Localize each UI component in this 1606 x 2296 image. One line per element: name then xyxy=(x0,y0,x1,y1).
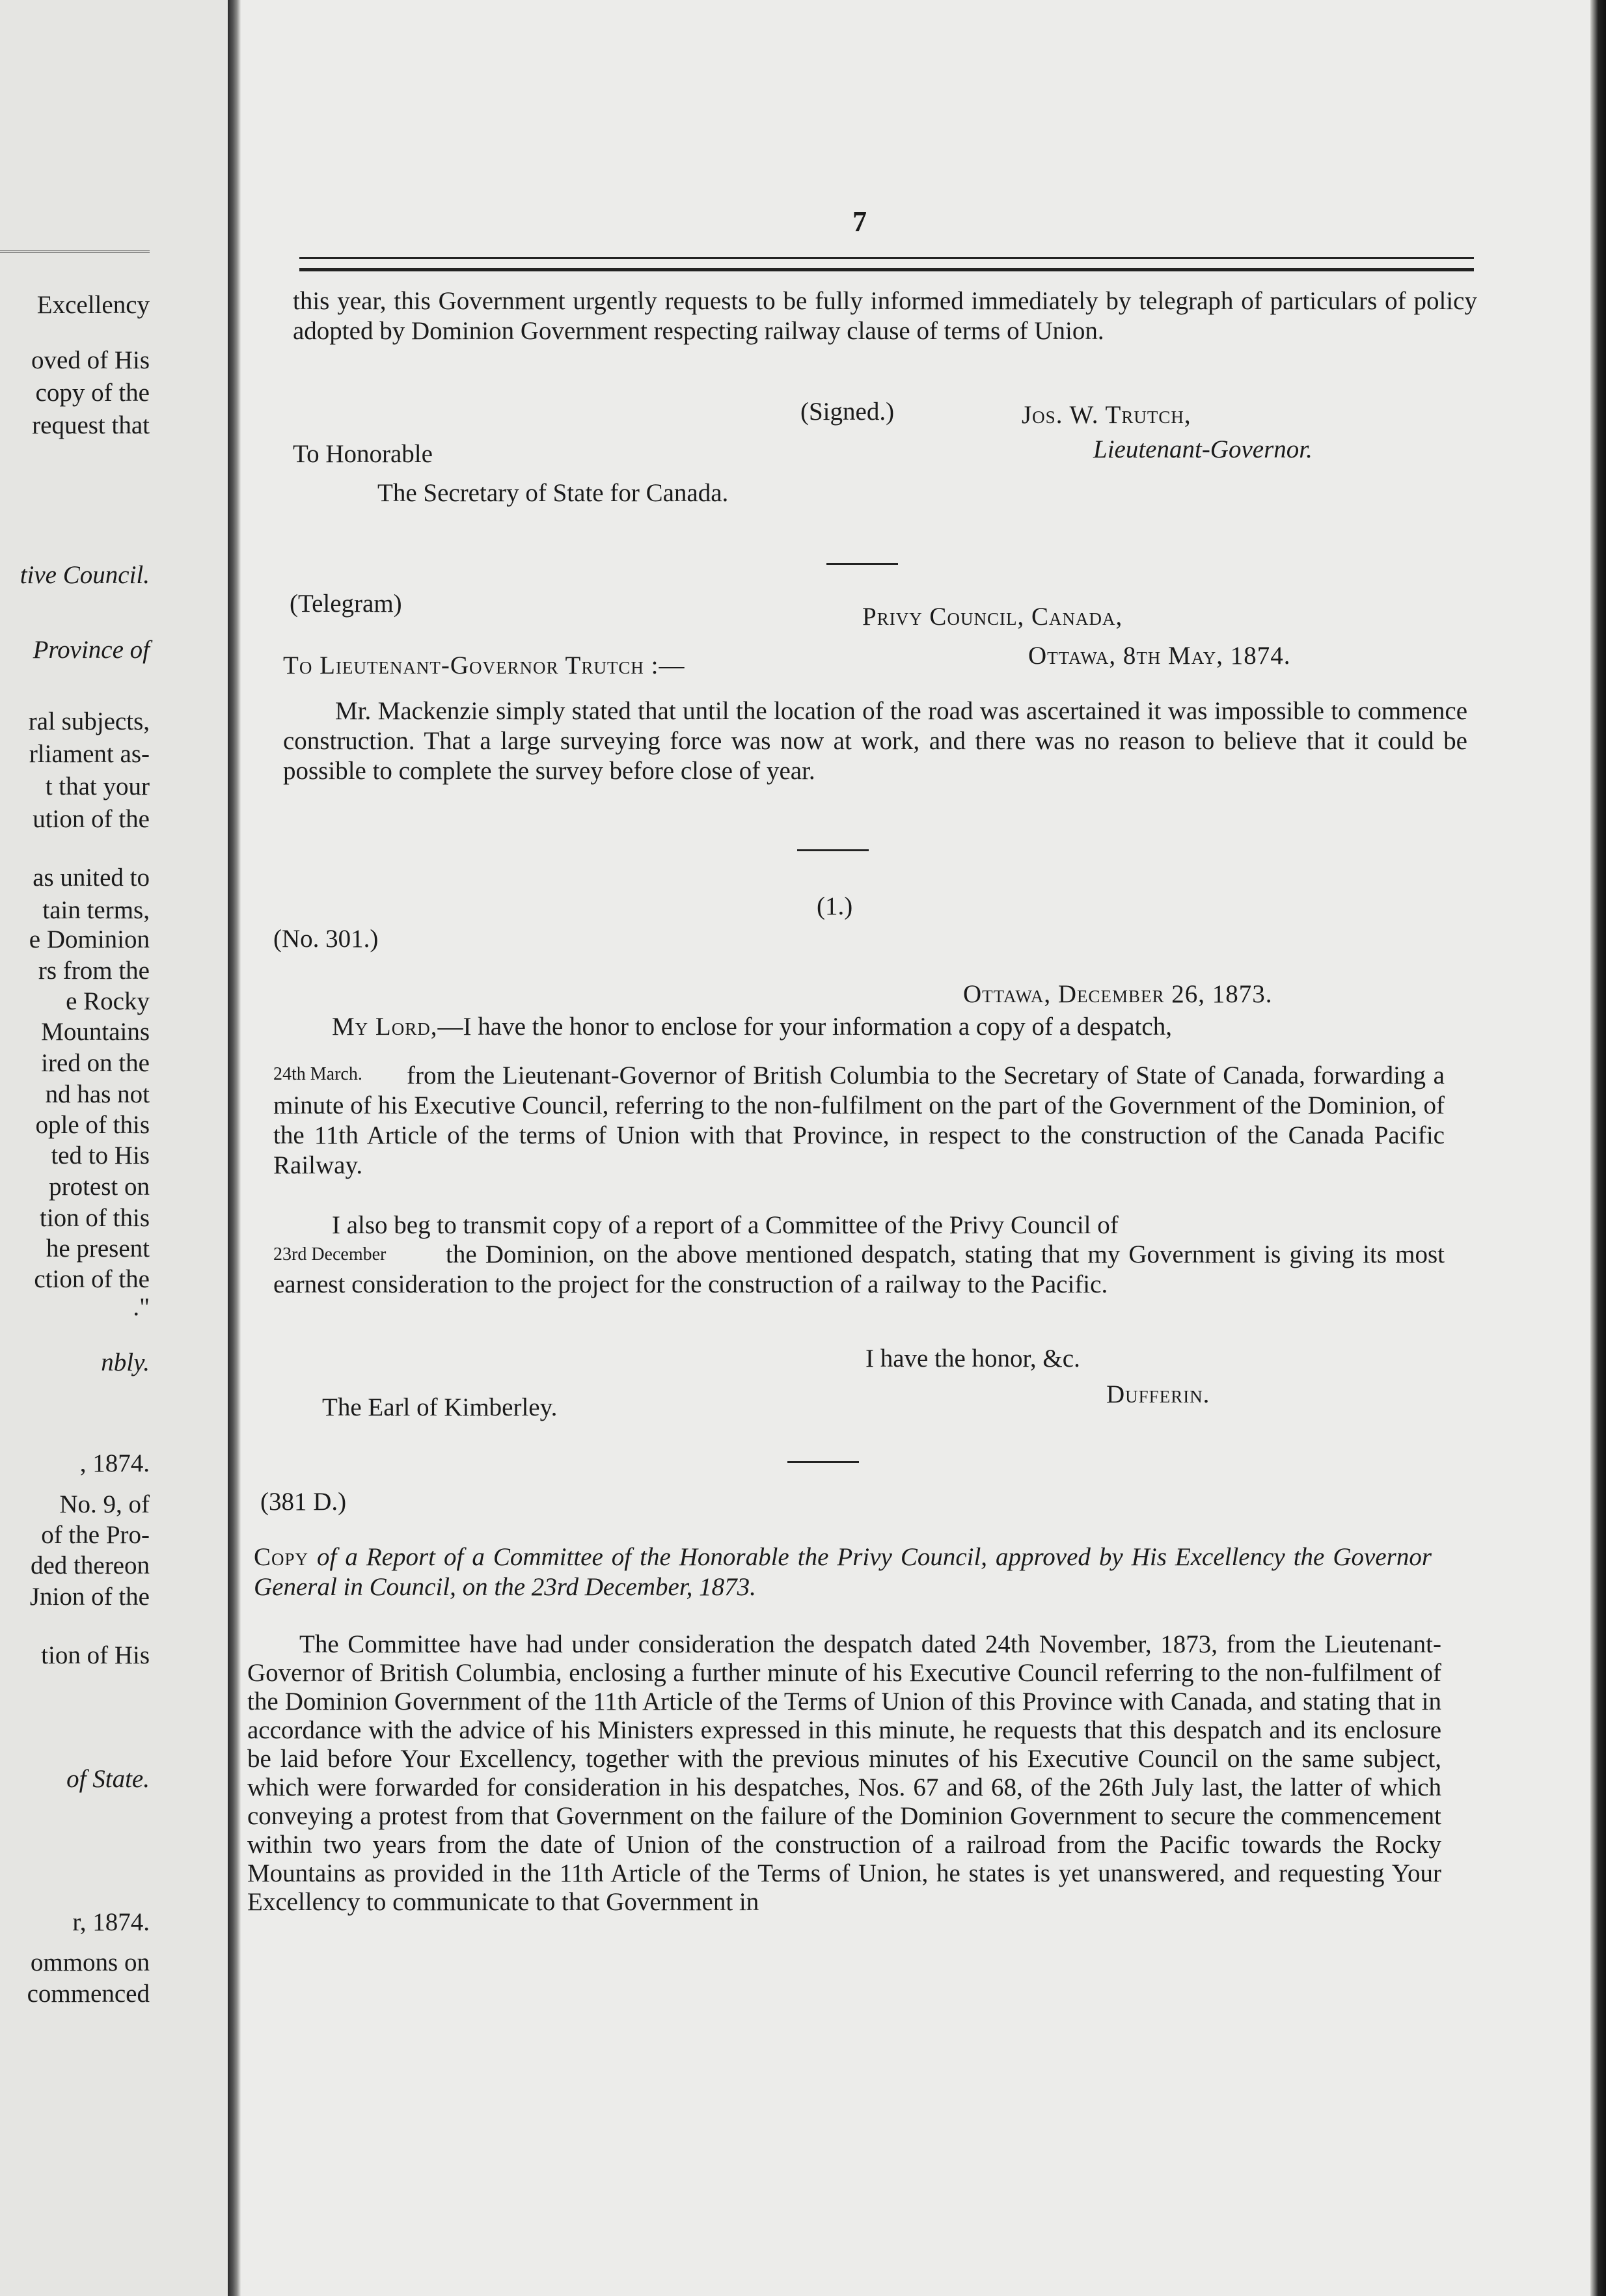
report-title xyxy=(254,1542,1432,1602)
left-page-line: rs from the xyxy=(38,957,150,985)
despatch-signatory: Dufferin. xyxy=(1106,1380,1210,1408)
report-title-caps: Copy xyxy=(254,1543,309,1571)
page-number: 7 xyxy=(852,206,867,238)
telegram-label: (Telegram) xyxy=(290,590,402,618)
left-page-line: ution of the xyxy=(33,805,150,833)
previous-page-fragment xyxy=(0,0,228,2296)
left-page-line: tain terms, xyxy=(42,896,150,924)
left-page-rule xyxy=(0,251,150,253)
addressee-line: The Secretary of State for Canada. xyxy=(377,479,729,507)
left-page-line: copy of the xyxy=(35,379,150,407)
left-page-line: tion of His xyxy=(41,1641,150,1669)
left-page-line: protest on xyxy=(49,1173,150,1201)
left-page-line: tion of this xyxy=(39,1204,150,1232)
telegram-body: Mr. Mackenzie simply stated that until the location of the road was ascertained it was impossible to commence construction. That a large surveying force was now at work, and there was no reason to believe that it could be possible to complete the survey before close of year. xyxy=(283,697,1467,785)
left-page-line: ction of the xyxy=(34,1265,150,1293)
left-page-line: e Dominion xyxy=(29,925,150,953)
left-page-line: Excellency xyxy=(36,291,150,319)
left-page-line: ted to His xyxy=(51,1141,150,1169)
salutation: My Lord, xyxy=(332,1013,438,1041)
left-page-line: ired on the xyxy=(41,1049,150,1077)
left-page-line: commenced xyxy=(27,1980,150,2008)
despatch-date: Ottawa, December 26, 1873. xyxy=(963,980,1273,1008)
left-page-line: of the Pro- xyxy=(41,1521,150,1549)
signed-note: (Signed.) xyxy=(800,398,895,426)
despatch-ref: (No. 301.) xyxy=(273,925,379,953)
signatory-title: Lieutenant-Governor. xyxy=(1093,435,1313,463)
margin-note: 24th March. xyxy=(273,1064,362,1084)
telegram-addressee: To Lieutenant-Governor Trutch :— xyxy=(283,651,685,679)
telegram-date: Ottawa, 8th May, 1874. xyxy=(1028,642,1291,670)
left-page-line: Jnion of the xyxy=(29,1583,150,1611)
left-page-line: t that your xyxy=(45,772,150,800)
left-page-line: ople of this xyxy=(35,1111,150,1139)
left-page-line: ded thereon xyxy=(30,1551,150,1579)
despatch-number: (1.) xyxy=(817,892,853,920)
page-7 xyxy=(241,0,1590,2296)
despatch-paragraph: from the Lieutenant-Governor of British Columbia to the Secretary of State of Canada, forwarding a minute of his Executive Council, referring to the non-fulfilment on the part of the Government of the Dominion, of the 11th Article of the terms of Union with that Province, in respect to the construction of the Canada Pacific Railway. xyxy=(273,1061,1445,1179)
margin-note: 23rd December xyxy=(273,1244,387,1264)
section-separator xyxy=(787,1461,859,1463)
report-body: The Committee have had under consideration the despatch dated 24th November, 1873, from the Lieutenant-Governor of British Columbia, enclosing a further minute of his Executive Council referring to the non-fulfilment of the Dominion Government of the 11th Article of the Terms of Union of this Province with Canada, and stating that in accordance with the advice of his Ministers expressed in this minute, he requests that this despatch and its enclosure be laid before Your Excellency, together with the previous minutes of his Executive Council on the same subject, which were forwarded for consideration in his despatches, Nos. 67 and 68, of the 26th July last, the latter of which conveying a protest from that Government on the failure of the Dominion Government to secure the commencement within two years from the date of Union of the construction of a railroad from the Pacific towards the Rocky Mountains as provided in the 11th Article of the Terms of Union, he states is yet unanswered, and requesting Your Excellency to communicate to that Government in xyxy=(247,1630,1441,1916)
left-page-line: e Rocky xyxy=(66,987,150,1015)
telegram-body: this year, this Government urgently requests to be fully informed immediately by telegraph of particulars of policy adopted by Dominion Government respecting railway clause of terms of Union. xyxy=(293,287,1477,345)
report-ref: (381 D.) xyxy=(260,1488,347,1516)
left-page-line: nd has not xyxy=(45,1080,150,1108)
despatch-paragraph: the Dominion, on the above mentioned despatch, stating that my Government is giving its most earnest consideration to the project for the construction of a railway to the Pacific. xyxy=(273,1240,1445,1298)
telegram-place: Privy Council, Canada, xyxy=(862,603,1123,631)
left-page-line: Province of xyxy=(33,636,150,664)
opening-text: —I have the honor to enclose for your information a copy of a despatch, xyxy=(437,1013,1172,1041)
addressee-line: To Honorable xyxy=(293,440,433,468)
left-page-line: ral subjects, xyxy=(28,707,150,735)
section-separator xyxy=(797,849,869,851)
book-gutter xyxy=(228,0,241,2296)
left-page-line: r, 1874. xyxy=(72,1908,150,1936)
header-rule xyxy=(299,257,1474,271)
despatch-opening xyxy=(332,1012,1172,1041)
left-page-line: oved of His xyxy=(31,346,150,374)
report-title-text: of a Report of a Committee of the Honorable the Privy Council, approved by His Excellency the Governor General in Council, on the 23rd December, 1873. xyxy=(254,1543,1432,1601)
left-page-line: he present xyxy=(46,1235,150,1263)
despatch-paragraph-opening: I also beg to transmit copy of a report of a Committee of the Privy Council of xyxy=(332,1211,1119,1239)
left-page-line: ." xyxy=(133,1293,150,1321)
signatory-name: Jos. W. Trutch, xyxy=(1022,401,1191,429)
left-page-line: tive Council. xyxy=(20,561,150,589)
closing-line: I have the honor, &c. xyxy=(865,1345,1080,1373)
despatch-recipient: The Earl of Kimberley. xyxy=(322,1393,558,1421)
left-page-line: of State. xyxy=(66,1765,150,1793)
left-page-line: Mountains xyxy=(41,1018,150,1046)
left-page-line: , 1874. xyxy=(79,1449,150,1477)
left-page-line: nbly. xyxy=(101,1348,150,1376)
left-page-line: ommons on xyxy=(30,1948,150,1976)
left-page-line: rliament as- xyxy=(29,740,150,768)
left-page-line: No. 9, of xyxy=(59,1490,150,1518)
section-separator xyxy=(826,563,898,565)
left-page-line: as united to xyxy=(33,864,150,892)
scan-edge xyxy=(1590,0,1606,2296)
left-page-line: request that xyxy=(32,411,150,439)
